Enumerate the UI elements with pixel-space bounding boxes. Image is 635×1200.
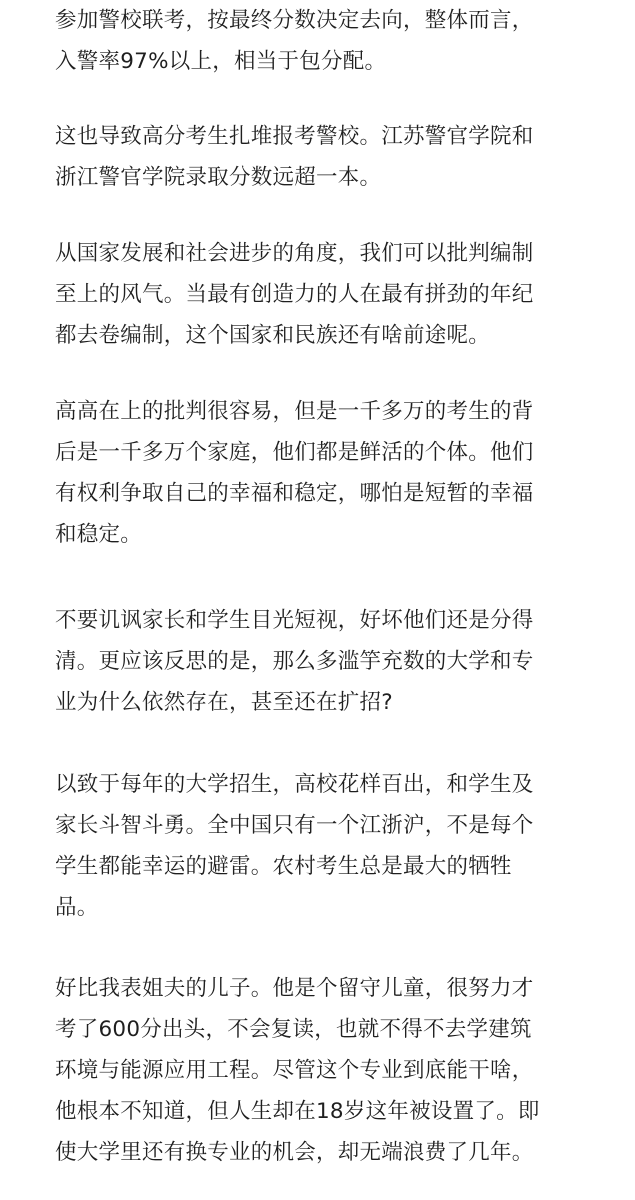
text-line: 好比我表姐夫的儿子。他是个留守儿童，很努力才 (55, 976, 534, 1001)
text-line: 和稳定。 (55, 522, 143, 547)
text-line: 都去卷编制，这个国家和民族还有啥前途呢。 (55, 323, 491, 348)
text-line: 使大学里还有换专业的机会，却无端浪费了几年。 (55, 1140, 534, 1165)
text-line: 有权利争取自己的幸福和稳定，哪怕是短暂的幸福 (55, 481, 534, 506)
text-line: 浙江警官学院录取分数远超一本。 (55, 165, 382, 190)
text-line: 后是一千多万个家庭，他们都是鲜活的个体。他们 (55, 440, 534, 465)
text-line: 入警率97%以上，相当于包分配。 (55, 49, 387, 74)
text-line: 品。 (55, 895, 99, 920)
text-line: 高高在上的批判很容易，但是一千多万的考生的背 (55, 399, 534, 424)
paragraph-7 (55, 968, 605, 1173)
text-line: 这也导致高分考生扎堆报考警校。江苏警官学院和 (55, 124, 534, 149)
text-line: 家长斗智斗勇。全中国只有一个江浙沪，不是每个 (55, 813, 534, 838)
text-line: 清。更应该反思的是，那么多滥竽充数的大学和专 (55, 649, 534, 674)
text-line: 不要讥讽家长和学生目光短视，好坏他们还是分得 (55, 608, 534, 633)
text-line: 参加警校联考，按最终分数决定去向，整体而言， (55, 8, 534, 33)
text-line: 至上的风气。当最有创造力的人在最有拼劲的年纪 (55, 282, 534, 307)
paragraph-2 (55, 116, 605, 198)
text-line: 他根本不知道，但人生却在18岁这年被设置了。即 (55, 1099, 540, 1124)
text-line: 考了600分出头，不会复读，也就不得不去学建筑 (55, 1017, 532, 1042)
text-line: 从国家发展和社会进步的角度，我们可以批判编制 (55, 241, 534, 266)
paragraph-1 (55, 0, 605, 82)
text-line: 以致于每年的大学招生，高校花样百出，和学生及 (55, 772, 534, 797)
paragraph-4 (55, 391, 605, 555)
paragraph-6 (55, 764, 605, 928)
paragraph-5 (55, 600, 605, 723)
text-line: 环境与能源应用工程。尽管这个专业到底能干啥， (55, 1058, 534, 1083)
text-line: 学生都能幸运的避雷。农村考生总是最大的牺牲 (55, 854, 512, 879)
text-line: 业为什么依然存在，甚至还在扩招? (55, 690, 393, 715)
paragraph-3 (55, 233, 605, 356)
